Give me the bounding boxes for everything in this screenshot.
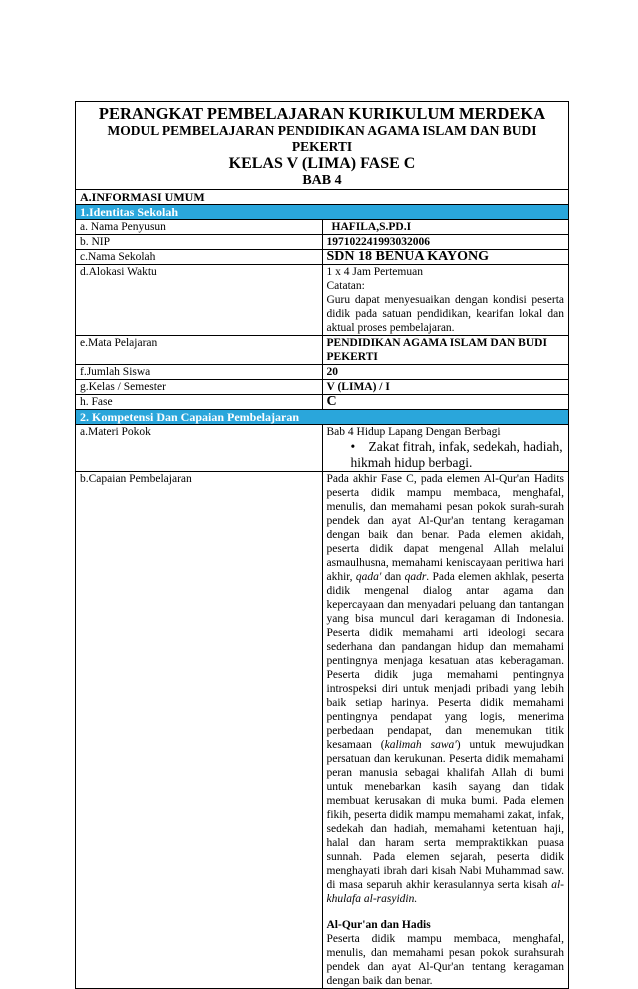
document-page	[75, 101, 569, 989]
table-row	[76, 472, 569, 989]
kompetensi-heading: 2. Kompetensi Dan Capaian Pembelajaran	[76, 410, 569, 425]
lesson-plan-table	[75, 101, 569, 989]
header-cell	[76, 102, 569, 190]
value-nama-sekolah: SDN 18 BENUA KAYONG	[322, 250, 569, 265]
capaian-text-1: Pada akhir Fase C, pada elemen Al-Qur'an Hadits peserta didik mampu membaca, menghafal, menulis, dan memahami pesan pokok surah-surah pendek dan ayat Al-Qur'an tentang keragaman dengan baik dan benar. Pada elemen akidah, peserta didik dapat mengenal Allah melalui asmaulhusna, memahami keniscayaan peritiwa hari akhir,	[326, 473, 564, 583]
section-a-title: A.INFORMASI UMUM	[76, 190, 569, 205]
table-row	[76, 265, 569, 336]
value-kelas-semester: V (LIMA) / I	[322, 380, 569, 395]
value-nip: 197102241993032006	[322, 235, 569, 250]
label-materi-pokok: a.Materi Pokok	[76, 425, 323, 472]
title-chapter: BAB 4	[302, 173, 342, 188]
capaian-qadr: qadr	[404, 571, 427, 583]
capaian-kalimah: kalimah sawa'	[384, 739, 457, 751]
table-row	[76, 250, 569, 265]
value-capaian-pembelajaran	[322, 472, 569, 989]
value-jumlah-siswa: 20	[322, 365, 569, 380]
capaian-text-3: ) untuk mewujudkan persatuan dan kerukunan. Peserta didik memahami peran manusia sebagai khalifah Allah di bumi untuk menebarkan kasih sayang dan tidak membuat kerusakan di muka bumi. Pada elemen fikih, peserta didik mampu memahami zakat, infak, sedekah dan hadiah, memahami ketentuan haji, halal dan haram serta mempraktikkan puasa sunnah. Pada elemen sejarah, peserta didik menghayati ibrah dari kisah Nabi Muhammad saw. di masa separuh akhir kerasulannya serta kisah	[326, 739, 564, 891]
table-row	[76, 425, 569, 472]
label-jumlah-siswa: f.Jumlah Siswa	[76, 365, 323, 380]
table-row	[76, 395, 569, 410]
materi-chapter: Bab 4 Hidup Lapang Dengan Berbagi	[326, 426, 501, 438]
capaian-dan: dan	[384, 571, 402, 583]
capaian-paragraph	[327, 472, 565, 906]
materi-bullet-text: Zakat fitrah, infak, sedekah, hadiah, hikmah hidup berbagi.	[350, 439, 563, 470]
table-row	[76, 380, 569, 395]
title-class: KELAS V (LIMA) FASE C	[228, 155, 416, 172]
label-nama-penyusun: a. Nama Penyusun	[76, 220, 323, 235]
label-capaian-pembelajaran: b.Capaian Pembelajaran	[76, 472, 323, 989]
label-nama-sekolah: c.Nama Sekolah	[76, 250, 323, 265]
value-materi-pokok	[322, 425, 569, 472]
title-main: PERANGKAT PEMBELAJARAN KURIKULUM MERDEKA	[98, 104, 546, 123]
title-module: MODUL PEMBELAJARAN PENDIDIKAN AGAMA ISLAM DAN BUDI PEKERTI	[107, 123, 537, 154]
capaian-text-2: . Pada elemen akhlak, peserta didik mengenal dialog antar agama dan kepercayaan dan menyadari peluang dan tantangan yang bisa muncul dari keragaman di Indonesia. Peserta didik memahami arti ideologi secara sederhana dan pandangan hidup dan memahami pentingnya menjaga kesatuan atas keberagaman. Peserta didik juga memahami pentingnya introspeksi diri untuk menjadi pribadi yang lebih baik setiap harinya. Peserta didik memahami pentingnya pendapat yang logis, menerima perbedaan pendapat, dan menemukan titik kesamaan (	[326, 571, 565, 751]
label-kelas-semester: g.Kelas / Semester	[76, 380, 323, 395]
label-fase: h. Fase	[76, 395, 323, 410]
value-alokasi-waktu	[322, 265, 569, 336]
catatan-text: Guru dapat menyesuaikan dengan kondisi peserta didik pada satuan pendidikan, kearifan lokal dan aktual proses pembelajaran.	[326, 294, 564, 334]
identitas-sekolah-heading: 1.Identitas Sekolah	[76, 205, 569, 220]
materi-bullet-item	[327, 439, 565, 471]
identitas-row	[76, 205, 569, 220]
alquran-hadis-title: Al-Qur'an dan Hadis	[326, 919, 431, 931]
alquran-hadis-text: Peserta didik mampu membaca, menghafal, menulis, dan memahami pesan pokok surahsurah pendek dan ayat Al-Qur'an tentang keragaman dengan baik dan benar.	[326, 933, 564, 987]
bullet-icon: •	[350, 439, 356, 454]
label-alokasi-waktu: d.Alokasi Waktu	[76, 265, 323, 336]
value-fase: C	[322, 395, 569, 410]
header-row	[76, 102, 569, 190]
label-mata-pelajaran: e.Mata Pelajaran	[76, 336, 323, 365]
section-a-row	[76, 190, 569, 205]
kompetensi-row	[76, 410, 569, 425]
table-row	[76, 235, 569, 250]
table-row	[76, 365, 569, 380]
value-mata-pelajaran: PENDIDIKAN AGAMA ISLAM DAN BUDI PEKERTI	[322, 336, 569, 365]
capaian-khulafa: al-khulafa al-rasyidin.	[326, 879, 564, 905]
label-nip: b. NIP	[76, 235, 323, 250]
table-row	[76, 336, 569, 365]
catatan-title: Catatan:	[326, 280, 365, 292]
capaian-qada: qada'	[355, 571, 382, 583]
alokasi-value: 1 x 4 Jam Pertemuan	[326, 266, 423, 278]
table-row	[76, 220, 569, 235]
value-nama-penyusun: HAFILA,S.PD.I	[322, 220, 569, 235]
